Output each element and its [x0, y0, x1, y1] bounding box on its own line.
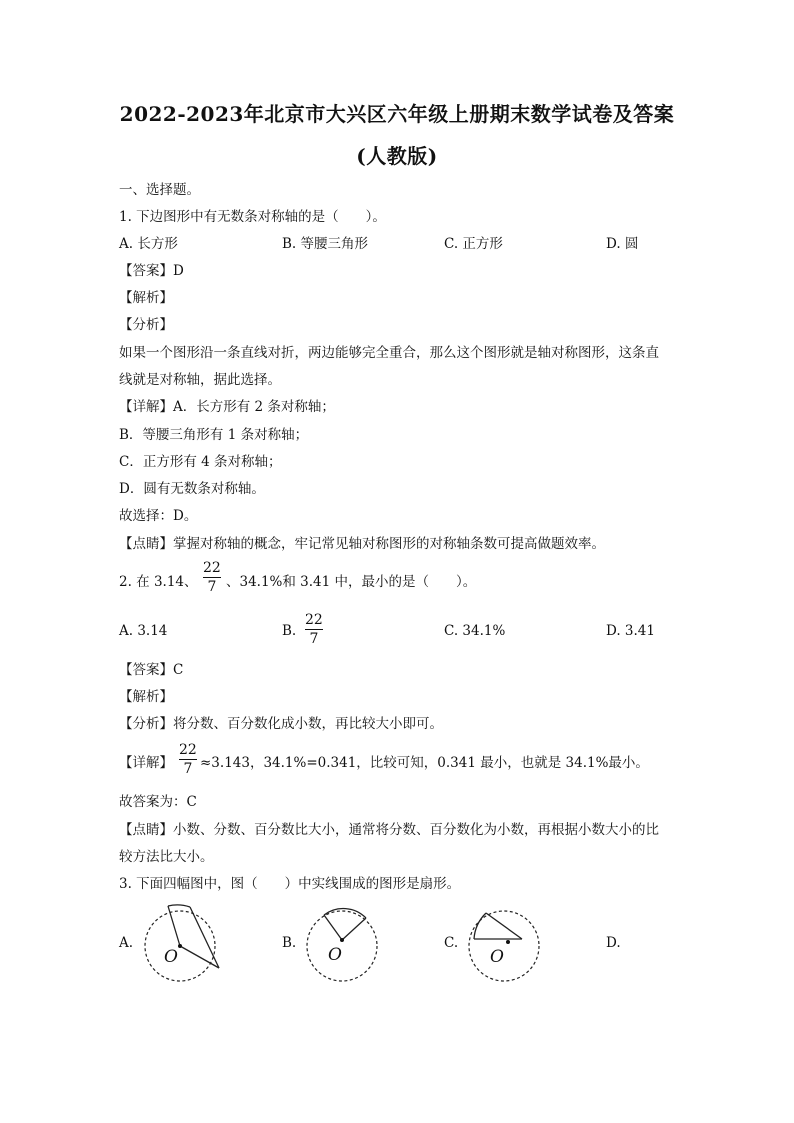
dashed-circle — [307, 911, 377, 981]
solid-line — [342, 918, 366, 940]
q3-option-a-label: A. — [119, 935, 134, 951]
document-title-line2: (人教版) — [356, 144, 438, 168]
q1-detail-line3: C．正方形有 4 条对称轴； — [119, 454, 282, 470]
q2-stem-post: 、34.1%和 3.41 中，最小的是（ ）。 — [226, 574, 477, 590]
q2-analysis: 【分析】将分数、百分数化成小数，再比较大小即可。 — [119, 716, 443, 732]
q3-figure-c — [464, 904, 544, 986]
fraction-numerator: 22 — [179, 742, 197, 758]
q1-option-c: C. 正方形 — [444, 236, 503, 252]
q1-analysis-line1: 如果一个图形沿一条直线对折，两边能够完全重合，那么这个图形就是轴对称图形，这条直 — [119, 345, 659, 361]
fraction-bar — [203, 577, 221, 578]
solid-arc — [168, 905, 190, 907]
q3-option-b-label: B. — [282, 935, 297, 951]
q1-stem: 1. 下边图形中有无数条对称轴的是（ ）。 — [119, 209, 386, 225]
q1-option-d: D. 圆 — [606, 236, 639, 252]
q1-jiexi: 【解析】 — [119, 290, 173, 306]
q1-tip: 【点睛】掌握对称轴的概念，牢记常见轴对称图形的对称轴条数可提高做题效率。 — [119, 536, 605, 552]
q1-fenxi: 【分析】 — [119, 317, 173, 333]
q2-jiexi: 【解析】 — [119, 689, 173, 705]
q2-option-b: B. — [282, 623, 297, 639]
q3-figure-a — [140, 904, 220, 986]
q3-option-d-label: D. — [606, 935, 621, 951]
q1-conclusion: 故选择：D。 — [119, 508, 198, 524]
solid-line — [324, 915, 342, 940]
q2-stem-pre: 2. 在 3.14、 — [119, 574, 198, 590]
q3-option-c-label: C. — [444, 935, 459, 951]
q2-tip-line1: 【点睛】小数、分数、百分数比大小，通常将分数、百分数化为小数，再根据小数大小的比 — [119, 822, 659, 838]
q2-option-d: D. 3.41 — [606, 623, 655, 639]
solid-arc — [324, 909, 366, 918]
fraction-bar — [179, 759, 197, 760]
q2-detail-label: 【详解】 — [119, 755, 173, 771]
fraction-numerator: 22 — [305, 612, 323, 628]
fraction-numerator: 22 — [203, 560, 221, 576]
q2-tip-line2: 较方法比大小。 — [119, 849, 214, 865]
q1-option-a: A. 长方形 — [119, 236, 178, 252]
solid-line — [190, 907, 219, 968]
q2-detail-text: ≈3.143，34.1%=0.341，比较可知，0.341 最小，也就是 34.1%最小。 — [200, 755, 649, 771]
center-dot — [340, 938, 344, 942]
q1-detail-line4: D．圆有无数条对称轴。 — [119, 481, 265, 497]
q2-conclusion: 故答案为：C — [119, 794, 197, 810]
fraction-bar — [305, 629, 323, 630]
q2-answer: 【答案】C — [119, 662, 184, 678]
solid-line — [168, 906, 180, 946]
center-label: O — [164, 947, 178, 967]
fraction-denominator: 7 — [309, 631, 319, 647]
q1-analysis-line2: 线就是对称轴，据此选择。 — [119, 372, 281, 388]
center-label: O — [490, 947, 504, 967]
q2-detail-fraction — [178, 742, 198, 777]
fraction-denominator: 7 — [207, 579, 217, 595]
center-label: O — [328, 945, 342, 965]
q1-detail-line1: 【详解】A．长方形有 2 条对称轴； — [119, 399, 335, 415]
section-heading: 一、选择题。 — [119, 182, 200, 198]
q2-option-b-fraction — [304, 612, 324, 647]
solid-line — [486, 913, 522, 939]
center-dot — [178, 944, 182, 948]
q1-detail-line2: B．等腰三角形有 1 条对称轴； — [119, 427, 309, 443]
q3-stem: 3. 下面四幅图中，图（ ）中实线围成的图形是扇形。 — [119, 876, 461, 892]
q3-figure-b — [302, 904, 382, 986]
q2-option-c: C. 34.1% — [444, 623, 506, 639]
center-dot — [506, 940, 510, 944]
q1-answer: 【答案】D — [119, 263, 184, 279]
q2-stem-fraction — [202, 560, 222, 595]
q2-option-a: A. 3.14 — [119, 623, 168, 639]
fraction-denominator: 7 — [183, 761, 193, 777]
document-title-line1: 2022-2023年北京市大兴区六年级上册期末数学试卷及答案 — [119, 102, 675, 126]
q1-option-b: B. 等腰三角形 — [282, 236, 369, 252]
